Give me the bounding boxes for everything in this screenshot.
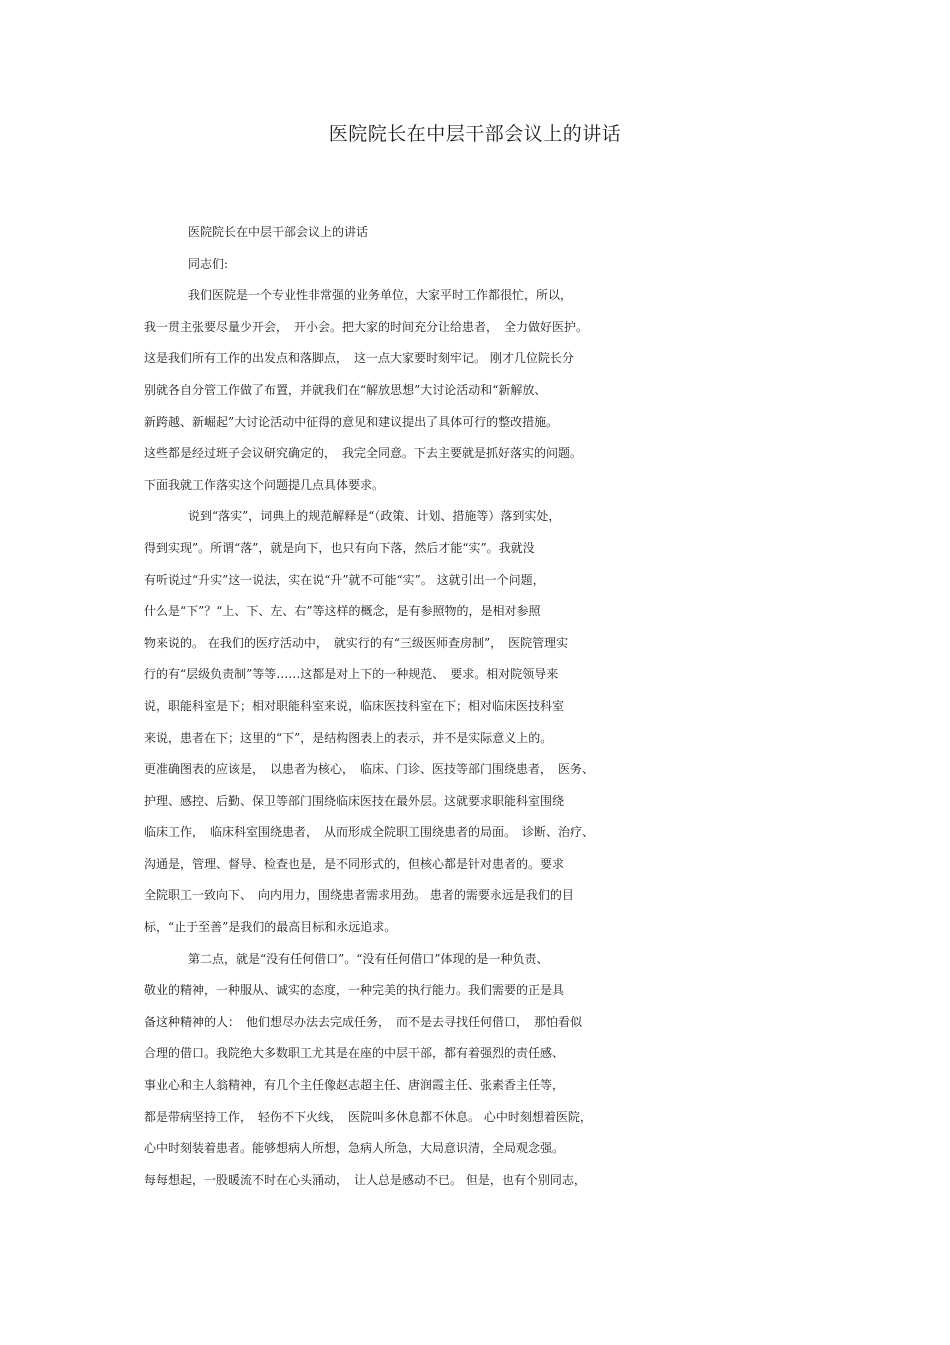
text-line: 新跨越、新崛起”大讨论活动中征得的意见和建议提出了具体可行的整改措施。 bbox=[144, 414, 559, 429]
document-title: 医院院长在中层干部会议上的讲话 bbox=[328, 123, 622, 145]
text-line: 这是我们所有工作的出发点和落脚点， 这一点大家要时刻牢记。 刚才几位院长分 bbox=[144, 351, 574, 366]
text-line: 行的有“层级负责制”等等……这都是对上下的一种规范、 要求。相对院领导来 bbox=[144, 667, 559, 682]
text-line: 第二点，就是“没有任何借口”。“没有任何借口”体现的是一种负责、 bbox=[188, 951, 549, 966]
text-line: 医院院长在中层干部会议上的讲话 bbox=[188, 225, 369, 239]
text-line: 敬业的精神，一种服从、诚实的态度，一种完美的执行能力。我们需要的正是具 bbox=[144, 983, 565, 998]
text-line: 全院职工一致向下、 向内用力，围绕患者需求用劲。 患者的需要永远是我们的目 bbox=[144, 888, 574, 903]
text-line: 护理、感控、后勤、保卫等部门围绕临床医技在最外层。这就要求职能科室围绕 bbox=[144, 793, 565, 808]
text-line: 来说，患者在下；这里的“下”，是结构图表上的表示，并不是实际意义上的。 bbox=[144, 730, 553, 745]
text-line: 同志们: bbox=[188, 256, 229, 271]
text-line: 心中时刻装着患者。能够想病人所想，急病人所急，大局意识清，全局观念强。 bbox=[144, 1141, 565, 1156]
text-line: 什么是“下”？“上、下、左、右”等这样的概念，是有参照物的，是相对参照 bbox=[144, 604, 541, 619]
text-line: 得到实现”。所谓“落”，就是向下，也只有向下落，然后才能“实”。我就没 bbox=[144, 540, 535, 555]
text-line: 我们医院是一个专业性非常强的业务单位，大家平时工作都很忙，所以， bbox=[188, 288, 573, 303]
text-line: 这些都是经过班子会议研究确定的， 我完全同意。下去主要就是抓好落实的问题。 bbox=[144, 446, 583, 461]
text-line: 每每想起，一股暖流不时在心头涌动， 让人总是感动不已。 但是，也有个别同志， bbox=[144, 1172, 586, 1187]
text-line: 临床工作， 临床科室围绕患者， 从而形成全院职工围绕患者的局面。 诊断、治疗、 bbox=[144, 825, 595, 840]
text-line: 更准确图表的应该是， 以患者为核心， 临床、门诊、医技等部门围绕患者， 医务、 bbox=[144, 762, 595, 777]
text-line: 物来说的。 在我们的医疗活动中， 就实行的有“三级医师查房制”， 医院管理实 bbox=[144, 635, 569, 650]
text-line: 我一贯主张要尽量少开会， 开小会。把大家的时间充分让给患者， 全力做好医护。 bbox=[144, 319, 589, 334]
text-line: 都是带病坚持工作， 轻伤不下火线， 医院叫多休息都不休息。 心中时刻想着医院， bbox=[144, 1109, 592, 1124]
text-line: 别就各自分管工作做了布置，并就我们在“解放思想”大讨论活动和“新解放、 bbox=[144, 382, 547, 397]
text-line: 下面我就工作落实这个问题提几点具体要求。 bbox=[144, 477, 385, 492]
text-line: 说到“落实”，词典上的规范解释是“（政策、计划、措施等）落到实处， bbox=[188, 509, 561, 524]
text-line: 有听说过“升实”这一说法，实在说“升”就不可能“实”。 这就引出一个问题， bbox=[144, 572, 545, 587]
document-body bbox=[144, 217, 814, 1196]
text-line: 沟通是，管理、督导、检查也是，是不同形式的，但核心都是针对患者的。要求 bbox=[144, 856, 565, 871]
text-line: 备这种精神的人： 他们想尽办法去完成任务， 而不是去寻找任何借口， 那怕看似 bbox=[144, 1014, 583, 1029]
text-line: 说，职能科室是下；相对职能科室来说，临床医技科室在下；相对临床医技科室 bbox=[144, 698, 565, 713]
text-line: 合理的借口。我院绝大多数职工尤其是在座的中层干部，都有着强烈的责任感、 bbox=[144, 1046, 565, 1061]
text-line: 标，“止于至善”是我们的最高目标和永远追求。 bbox=[144, 920, 397, 935]
text-line: 事业心和主人翁精神，有几个主任像赵志超主任、唐润霞主任、张素香主任等， bbox=[144, 1078, 565, 1093]
